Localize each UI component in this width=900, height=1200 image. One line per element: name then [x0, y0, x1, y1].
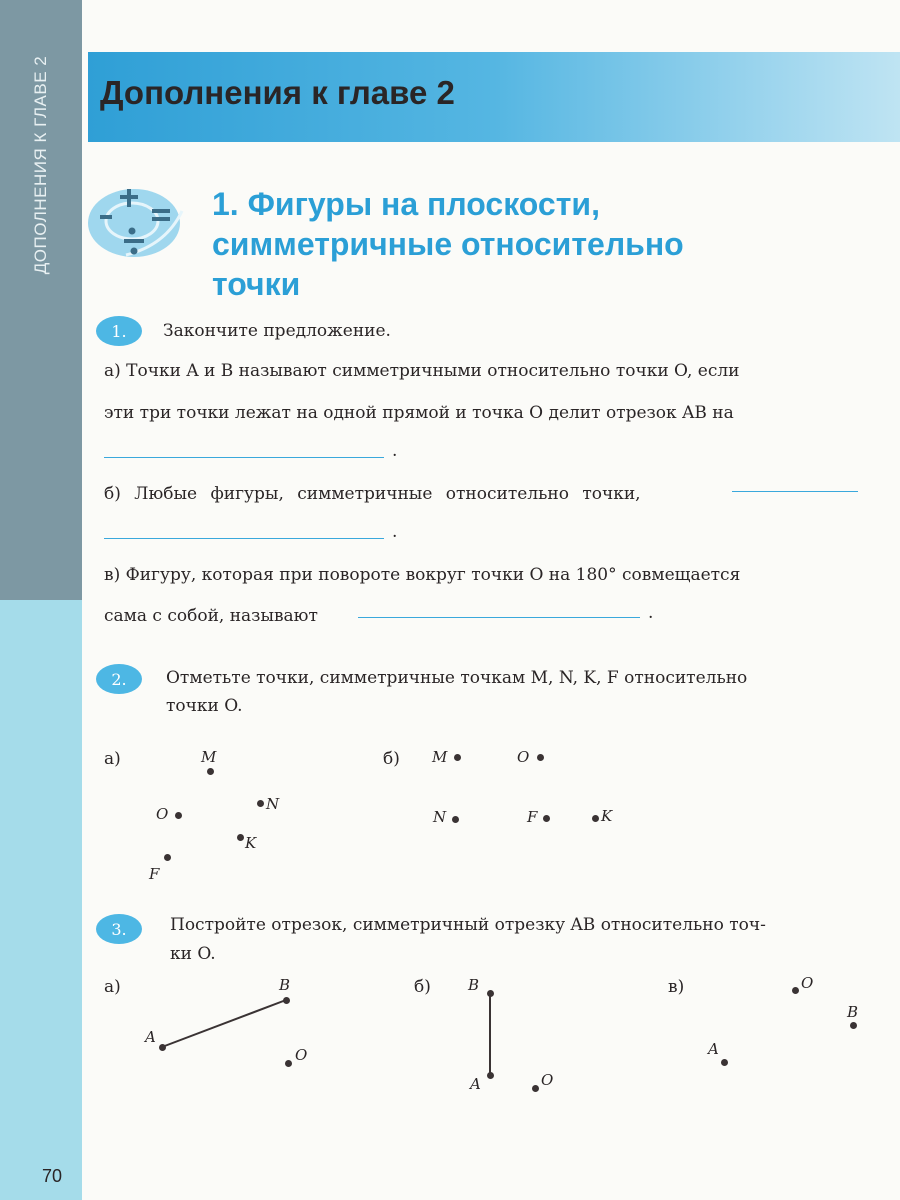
point-label: O [156, 805, 169, 823]
point-b [850, 1022, 857, 1029]
point-label: F [527, 808, 538, 826]
period: . [392, 441, 398, 461]
point-o [792, 987, 799, 994]
point-a [487, 1072, 494, 1079]
point-label: A [470, 1075, 481, 1093]
subtask-label: а) [104, 749, 121, 769]
task-text: сама с собой, называют [104, 606, 318, 626]
section-title-line: точки [212, 266, 301, 302]
point-a [159, 1044, 166, 1051]
point-label: O [541, 1071, 554, 1089]
task-number-badge: 2. [96, 664, 142, 694]
page-number: 70 [42, 1166, 63, 1186]
section-title-line: симметричные относительно [212, 226, 684, 262]
chapter-title: Дополнения к главе 2 [100, 74, 455, 111]
subtask-label: б) [414, 977, 431, 997]
subtask-label: а) [104, 977, 121, 997]
point-label: B [279, 976, 291, 994]
point-b [487, 990, 494, 997]
task-prompt: точки O. [166, 696, 243, 716]
point-label: M [432, 748, 448, 766]
point-label: K [601, 807, 613, 825]
point-label: N [266, 795, 280, 813]
running-head-text: ДОПОЛНЕНИЯ К ГЛАВЕ 2 [31, 55, 51, 275]
point-label: B [847, 1003, 859, 1021]
task-number-badge: 1. [96, 316, 142, 346]
point-label: O [517, 748, 530, 766]
point-label: B [468, 976, 480, 994]
section-title-line: 1. Фигуры на плоскости, [212, 186, 600, 222]
point-label: O [295, 1046, 308, 1064]
task-text: эти три точки лежат на одной прямой и точка O делит отрезок AB на [104, 403, 734, 423]
point-label: A [708, 1040, 719, 1058]
task-prompt: Отметьте точки, симметричные точкам M, N, K, F относительно [166, 668, 748, 688]
subtask-label: в) [668, 977, 685, 997]
point-a [721, 1059, 728, 1066]
point-label: A [145, 1028, 156, 1046]
task-text: а) Точки A и B называют симметричными относительно точки O, если [104, 361, 740, 381]
task-text: б) Любые фигуры, симметричные относительно точки, [104, 484, 641, 504]
point-label: N [433, 808, 447, 826]
point-o [532, 1085, 539, 1092]
task-prompt: Постройте отрезок, симметричный отрезку AB относительно точ- [170, 915, 766, 935]
subtask-label: б) [383, 749, 400, 769]
point-o [285, 1060, 292, 1067]
point-label: M [201, 748, 217, 766]
task-text: в) Фигуру, которая при повороте вокруг точки O на 180° совмещается [104, 565, 741, 585]
period: . [648, 603, 654, 623]
segment-ab [162, 1000, 286, 1047]
period: . [392, 522, 398, 542]
task-prompt: ки O. [170, 944, 216, 964]
point-label: O [801, 974, 814, 992]
task-prompt: Закончите предложение. [163, 321, 391, 341]
task-number-badge: 3. [96, 914, 142, 944]
point-label: F [149, 865, 160, 883]
point-b [283, 997, 290, 1004]
point-label: K [245, 834, 257, 852]
